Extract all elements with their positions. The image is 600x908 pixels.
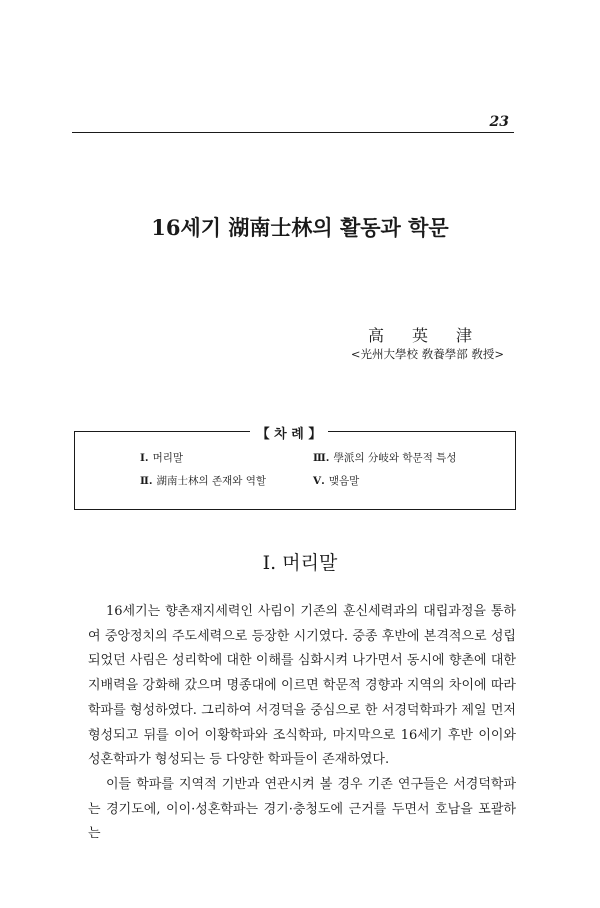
toc-item	[313, 473, 359, 488]
toc-item	[140, 450, 183, 465]
toc-item-number: Ⅲ.	[313, 452, 330, 464]
section-heading: Ⅰ. 머리말	[262, 552, 338, 574]
body-paragraph: 16세기는 향촌재지세력인 사림이 기존의 훈신세력과의 대립과정을 통하여 중앙정치의 주도세력으로 등장한 시기였다. 중종 후반에 본격적으로 성립되었던 사림은 성리학에 대한 이해를 심화시켜 나가면서 동시에 향촌에 대한 지배력을 강화해 갔으며 명종대에 이르면 학문적 경향과 지역의 차이에 따라 학파를 형성하였다. 그리하여 서경덕을 중심으로 한 서경덕학파가 제일 먼저 형성되고 뒤를 이어 이황학파와 조식학파, 마지막으로 16세기 후반 이이와 성혼학파가 형성되는 등 다양한 학파들이 존재하였다.	[88, 604, 516, 768]
toc-frame	[74, 431, 516, 510]
toc-item-label: 湖南士林의 존재와 역할	[156, 475, 267, 487]
body-paragraph: 이들 학파를 지역적 기반과 연관시켜 볼 경우 기존 연구들은 서경덕학파는 경기도에, 이이·성혼학파는 경기·충청도에 근거를 두면서 호남을 포괄하는	[88, 776, 516, 842]
author-affiliation: <光州大學校 敎養學部 敎授>	[350, 347, 504, 361]
toc-frame-top-left	[74, 431, 250, 432]
toc-item-label: 맺음말	[328, 475, 360, 487]
toc-item	[313, 450, 456, 465]
body-text	[88, 600, 516, 847]
toc-item-number: Ⅰ.	[140, 452, 149, 464]
toc-item	[140, 473, 266, 488]
toc-item-label: 學派의 分岐와 학문적 특성	[333, 452, 457, 464]
toc-item-number: Ⅱ.	[140, 475, 153, 487]
toc-frame-top-right	[328, 431, 516, 432]
page-number: 23	[489, 114, 509, 130]
author-name: 高英津	[367, 326, 500, 345]
header-rule	[72, 132, 514, 133]
toc-item-number: Ⅴ.	[313, 475, 325, 487]
toc-item-label: 머리말	[152, 452, 184, 464]
toc-heading: 【 차 례 】	[256, 427, 322, 442]
article-title: 16세기 湖南士林의 활동과 학문	[151, 215, 449, 240]
